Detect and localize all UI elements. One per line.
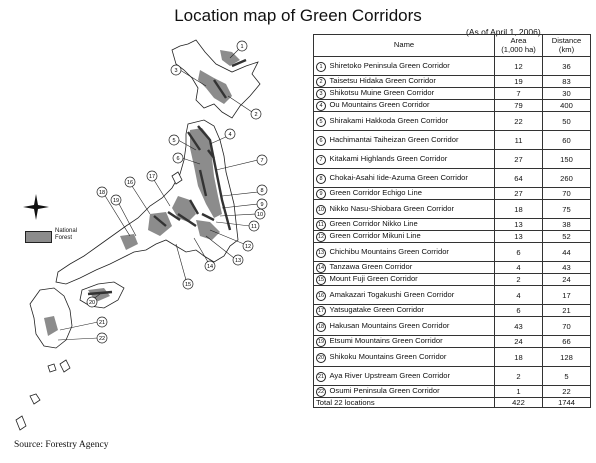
row-name: Ou Mountains Green Corridor (328, 100, 495, 112)
map-label-10 (255, 209, 265, 219)
row-distance: 5 (543, 367, 591, 386)
map-label-22 (97, 333, 107, 343)
row-name: Mount Fuji Green Corridor (328, 274, 495, 286)
row-distance: 24 (543, 274, 591, 286)
row-number-badge: 9 (314, 188, 328, 200)
svg-text:2: 2 (254, 112, 258, 118)
row-area: 27 (495, 188, 543, 200)
svg-text:1: 1 (240, 44, 244, 50)
row-distance: 22 (543, 386, 591, 398)
row-number-badge: 5 (314, 112, 328, 131)
row-distance: 43 (543, 262, 591, 274)
table-row (314, 100, 591, 112)
header-distance: Distance (km) (543, 35, 591, 57)
row-distance: 70 (543, 188, 591, 200)
row-area: 19 (495, 76, 543, 88)
row-distance: 52 (543, 231, 591, 243)
svg-text:4: 4 (228, 132, 232, 138)
map-label-14 (205, 261, 215, 271)
row-area: 79 (495, 100, 543, 112)
row-number-badge: 22 (314, 386, 328, 398)
row-area: 1 (495, 386, 543, 398)
row-number-badge: 20 (314, 348, 328, 367)
okinawa-island (16, 416, 26, 430)
svg-text:12: 12 (244, 244, 252, 250)
table-row (314, 88, 591, 100)
map-label-13 (233, 255, 243, 265)
row-name: Taisetsu Hidaka Green Corridor (328, 76, 495, 88)
table-row (314, 188, 591, 200)
row-number-badge: 2 (314, 76, 328, 88)
table-row (314, 243, 591, 262)
row-distance: 70 (543, 317, 591, 336)
row-name: Aya River Upstream Green Corridor (328, 367, 495, 386)
row-number-badge: 16 (314, 286, 328, 305)
row-distance: 17 (543, 286, 591, 305)
row-name: Etsumi Mountains Green Corridor (328, 336, 495, 348)
row-area: 27 (495, 150, 543, 169)
map-label-4 (225, 129, 235, 139)
svg-text:3: 3 (174, 68, 178, 74)
row-area: 22 (495, 112, 543, 131)
row-number-badge: 18 (314, 317, 328, 336)
row-distance: 44 (543, 243, 591, 262)
row-number-badge: 21 (314, 367, 328, 386)
row-name: Green Corridor Mikuni Line (328, 231, 495, 243)
yakushima-island (48, 364, 56, 372)
tanegashima-island (60, 360, 70, 372)
svg-text:16: 16 (126, 180, 134, 186)
row-area: 24 (495, 336, 543, 348)
total-area: 422 (495, 398, 543, 408)
row-number-badge: 7 (314, 150, 328, 169)
row-area: 2 (495, 274, 543, 286)
row-area: 13 (495, 231, 543, 243)
svg-text:7: 7 (260, 158, 264, 164)
svg-text:8: 8 (260, 188, 264, 194)
source-note: Source: Forestry Agency (14, 440, 109, 450)
row-distance: 36 (543, 57, 591, 76)
map-label-17 (147, 171, 157, 181)
row-area: 4 (495, 262, 543, 274)
svg-text:21: 21 (98, 320, 106, 326)
row-name: Green Corridor Echigo Line (328, 188, 495, 200)
row-name: Tanzawa Green Corridor (328, 262, 495, 274)
row-name: Green Corridor Nikko Line (328, 219, 495, 231)
svg-text:20: 20 (88, 300, 96, 306)
header-area: Area (1,000 ha) (495, 35, 543, 57)
map-label-19 (111, 195, 121, 205)
row-number-badge: 10 (314, 200, 328, 219)
table-row (314, 274, 591, 286)
map-label-18 (97, 187, 107, 197)
row-distance: 50 (543, 112, 591, 131)
map-label-3 (171, 65, 181, 75)
row-area: 6 (495, 305, 543, 317)
map-label-11 (249, 221, 259, 231)
table-row (314, 305, 591, 317)
svg-text:18: 18 (98, 190, 106, 196)
row-distance: 128 (543, 348, 591, 367)
row-number-badge: 6 (314, 131, 328, 150)
svg-text:10: 10 (256, 212, 264, 218)
row-area: 6 (495, 243, 543, 262)
table-row (314, 286, 591, 305)
table-row (314, 169, 591, 188)
svg-text:9: 9 (260, 202, 264, 208)
map-label-9 (257, 199, 267, 209)
svg-text:6: 6 (176, 156, 180, 162)
row-distance: 83 (543, 76, 591, 88)
national-forest-legend-swatch (25, 231, 52, 243)
japan-map (0, 24, 312, 436)
map-label-1 (237, 41, 247, 51)
table-row (314, 57, 591, 76)
table-row (314, 150, 591, 169)
row-area: 64 (495, 169, 543, 188)
table-row (314, 336, 591, 348)
table-row (314, 367, 591, 386)
row-distance: 260 (543, 169, 591, 188)
row-distance: 400 (543, 100, 591, 112)
row-name: Shikoku Mountains Green Corridor (328, 348, 495, 367)
amami-island (30, 394, 40, 404)
svg-text:11: 11 (251, 224, 257, 230)
row-distance: 150 (543, 150, 591, 169)
map-label-21 (97, 317, 107, 327)
svg-text:17: 17 (148, 174, 156, 180)
row-area: 43 (495, 317, 543, 336)
green-corridor-table (313, 34, 591, 408)
row-name: Hachimantai Taiheizan Green Corridor (328, 131, 495, 150)
national-forest-areas (44, 50, 240, 336)
as-of-date: (As of April 1, 2006) (466, 27, 541, 37)
row-name: Hakusan Mountains Green Corridor (328, 317, 495, 336)
table-row (314, 219, 591, 231)
row-distance: 38 (543, 219, 591, 231)
map-label-12 (243, 241, 253, 251)
row-number-badge: 15 (314, 274, 328, 286)
row-number-badge: 4 (314, 100, 328, 112)
svg-text:5: 5 (172, 138, 176, 144)
row-number-badge: 1 (314, 57, 328, 76)
map-label-7 (257, 155, 267, 165)
svg-text:19: 19 (112, 198, 120, 204)
table-row (314, 112, 591, 131)
row-name: Nikko Nasu-Shiobara Green Corridor (328, 200, 495, 219)
header-name: Name (314, 35, 495, 57)
row-number-badge: 13 (314, 243, 328, 262)
svg-text:14: 14 (206, 264, 214, 270)
row-area: 13 (495, 219, 543, 231)
row-name: Shirakami Hakkoda Green Corridor (328, 112, 495, 131)
total-label: Total 22 locations (314, 398, 495, 408)
row-number-badge: 14 (314, 262, 328, 274)
table-row (314, 386, 591, 398)
map-label-20 (87, 297, 97, 307)
table-row (314, 200, 591, 219)
row-area: 11 (495, 131, 543, 150)
row-name: Yatsugatake Green Corridor (328, 305, 495, 317)
svg-text:13: 13 (234, 258, 242, 264)
row-distance: 30 (543, 88, 591, 100)
row-number-badge: 17 (314, 305, 328, 317)
table-row (314, 348, 591, 367)
row-area: 12 (495, 57, 543, 76)
table-row (314, 317, 591, 336)
row-distance: 60 (543, 131, 591, 150)
total-distance: 1744 (543, 398, 591, 408)
map-label-5 (169, 135, 179, 145)
row-distance: 21 (543, 305, 591, 317)
row-distance: 66 (543, 336, 591, 348)
row-area: 18 (495, 348, 543, 367)
row-number-badge: 8 (314, 169, 328, 188)
map-label-15 (183, 279, 193, 289)
row-area: 7 (495, 88, 543, 100)
svg-text:22: 22 (98, 336, 106, 342)
row-number-badge: 19 (314, 336, 328, 348)
map-label-6 (173, 153, 183, 163)
row-area: 18 (495, 200, 543, 219)
row-number-badge: 3 (314, 88, 328, 100)
svg-text:15: 15 (184, 282, 192, 288)
table-row (314, 231, 591, 243)
total-row (314, 398, 591, 408)
table-row (314, 131, 591, 150)
table-row (314, 262, 591, 274)
map-label-8 (257, 185, 267, 195)
row-area: 4 (495, 286, 543, 305)
row-name: Chokai-Asahi Iide-Azuma Green Corridor (328, 169, 495, 188)
row-name: Osumi Peninsula Green Corridor (328, 386, 495, 398)
page-title: Location map of Green Corridors (174, 6, 422, 25)
row-distance: 75 (543, 200, 591, 219)
row-name: Shiretoko Peninsula Green Corridor (328, 57, 495, 76)
row-number-badge: 11 (314, 219, 328, 231)
table-row (314, 76, 591, 88)
row-name: Shikotsu Muine Green Corridor (328, 88, 495, 100)
row-area: 2 (495, 367, 543, 386)
map-label-16 (125, 177, 135, 187)
row-name: Kitakami Highlands Green Corridor (328, 150, 495, 169)
row-number-badge: 12 (314, 231, 328, 243)
map-label-2 (251, 109, 261, 119)
row-name: Chichibu Mountains Green Corridor (328, 243, 495, 262)
north-arrow-icon (22, 193, 50, 221)
national-forest-legend-label: National Forest (55, 228, 78, 241)
row-name: Amakazari Togakushi Green Corridor (328, 286, 495, 305)
